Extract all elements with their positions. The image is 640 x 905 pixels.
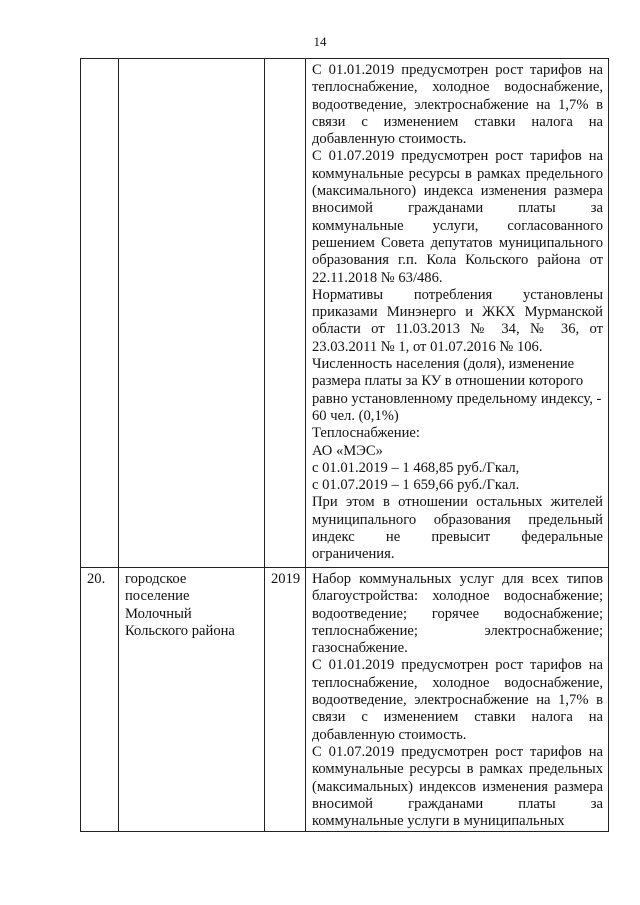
tariff-table xyxy=(80,58,609,832)
description-paragraph: Теплоснабжение: xyxy=(312,425,420,442)
municipality-line: Кольского района xyxy=(125,622,235,639)
municipality-line: Молочный xyxy=(125,605,192,622)
description-paragraph: Нормативы потребления установлены приказами Минэнерго и ЖКХ Мурманской области от 11.03.2013 № 34, № 36, от 23.03.2011 № 1, от 01.07.2016 № 106. xyxy=(312,286,603,355)
row-number-cell xyxy=(81,59,119,568)
municipality-cell xyxy=(119,568,265,832)
municipality-line: городское xyxy=(125,571,187,587)
year-cell: 2019 xyxy=(265,568,306,832)
description-paragraph: с 01.07.2019 – 1 659,66 руб./Гкал. xyxy=(312,477,520,494)
municipality-cell xyxy=(119,59,265,568)
page-number: 14 xyxy=(313,34,327,49)
description-paragraph: С 01.07.2019 предусмотрен рост тарифов на коммунальные ресурсы в рамках предельного (максимального) индекса изменения размера вносимой гражданами платы за коммунальные услуги, согласованного решением Совета депутатов муниципального образования г.п. Кола Кольского района от 22.11.2018 № 63/486. xyxy=(312,148,603,286)
row-number-cell: 20. xyxy=(81,568,119,832)
description-paragraph: При этом в отношении остальных жителей муниципального образования предельный индекс не превысит федеральные ограничения. xyxy=(312,494,603,563)
description-cell xyxy=(306,59,609,568)
table-row xyxy=(81,568,609,832)
description-paragraph: С 01.01.2019 предусмотрен рост тарифов на теплоснабжение, холодное водоснабжение, водоотведение, электроснабжение на 1,7% в связи с изменением ставки налога на добавленную стоимость. xyxy=(312,62,603,148)
description-paragraph: С 01.01.2019 предусмотрен рост тарифов на теплоснабжение, холодное водоснабжение, водоотведение, электроснабжение на 1,7% в связи с изменением ставки налога на добавленную стоимость. xyxy=(312,657,603,743)
description-paragraph: АО «МЭС» xyxy=(312,442,383,459)
description-paragraph: С 01.07.2019 предусмотрен рост тарифов на коммунальные ресурсы в рамках предельных (максимальных) индексов изменения размера вносимой гражданами платы за коммунальные услуги в муниципальных xyxy=(312,743,603,830)
description-paragraph: Численность населения (доля), изменение размера платы за КУ в отношении которого равно установленному предельному индексу, - 60 чел. (0,1%) xyxy=(312,356,602,424)
table-row xyxy=(81,59,609,568)
municipality-line: поселение xyxy=(125,588,190,605)
description-cell xyxy=(306,568,609,832)
description-paragraph: с 01.01.2019 – 1 468,85 руб./Гкал, xyxy=(312,459,520,476)
year-cell xyxy=(265,59,306,568)
description-paragraph: Набор коммунальных услуг для всех типов благоустройства: холодное водоснабжение; водоотведение; горячее водоснабжение; теплоснабжение; электроснабжение; газоснабжение. xyxy=(312,571,603,657)
